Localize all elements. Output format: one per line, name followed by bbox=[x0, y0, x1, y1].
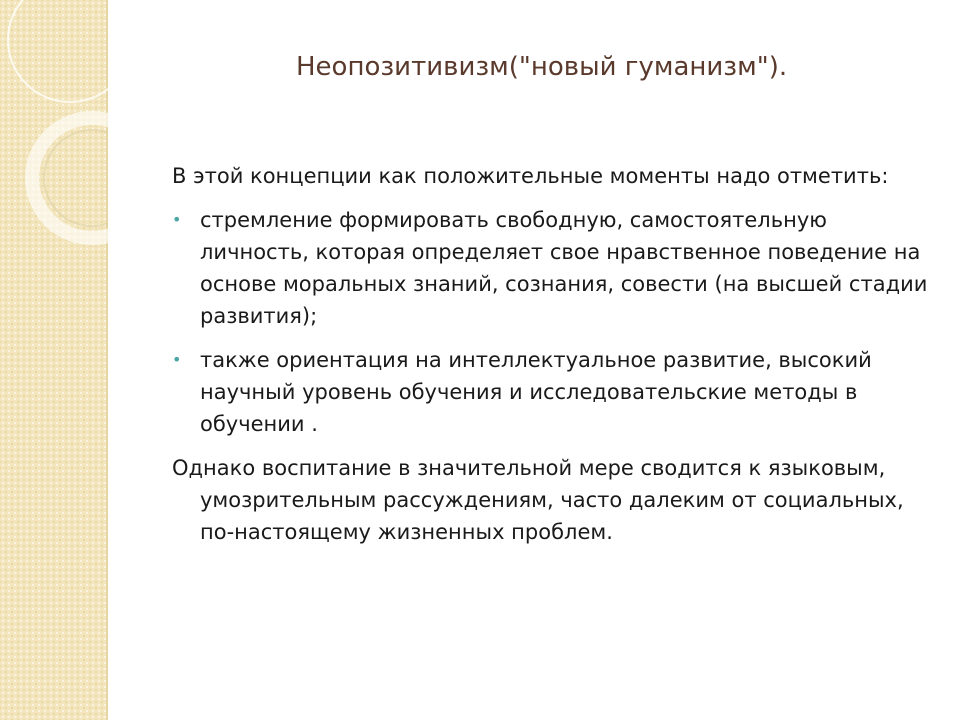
bullet-text: стремление формировать свободную, самостоятельную личность, которая определяет свое нравственное поведение на основе моральных знаний, сознания, совести (на высшей стадии развития); bbox=[200, 208, 928, 328]
bullet-icon: • bbox=[172, 210, 182, 229]
intro-text: В этой концепции как положительные моменты надо отметить: bbox=[172, 164, 889, 188]
slide-title: Неопозитивизм("новый гуманизм"). bbox=[296, 52, 788, 82]
decorative-circles-icon bbox=[0, 0, 108, 720]
bullet-icon: • bbox=[172, 350, 182, 369]
bullet-item bbox=[172, 344, 932, 440]
bullet-text: также ориентация на интеллектуальное развитие, высокий научный уровень обучения и исследовательские методы в обучении . bbox=[200, 348, 872, 436]
decorative-side-panel bbox=[0, 0, 108, 720]
outro-text: Однако воспитание в значительной мере сводится к языковым, умозрительным рассуждениям, часто далеким от социальных, по-настоящему жизненных проблем. bbox=[172, 456, 904, 544]
bullet-item bbox=[172, 204, 932, 332]
slide-content bbox=[172, 160, 932, 548]
